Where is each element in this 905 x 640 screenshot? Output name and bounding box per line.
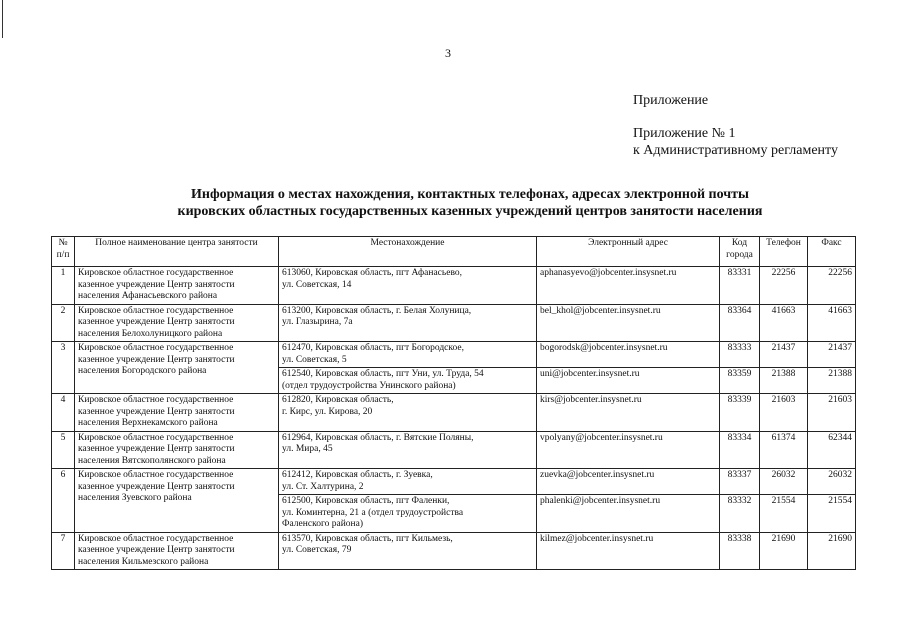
table-row — [52, 394, 856, 432]
center-email: kirs@jobcenter.insysnet.ru — [537, 394, 720, 432]
row-number: 1 — [52, 267, 75, 305]
center-email: bel_khol@jobcenter.insysnet.ru — [537, 304, 720, 342]
phone: 61374 — [760, 431, 808, 469]
city-code: 83334 — [720, 431, 760, 469]
table-row — [52, 469, 856, 495]
fax: 41663 — [808, 304, 856, 342]
page-number: 3 — [445, 46, 451, 60]
center-email: zuevka@jobcenter.insysnet.ru — [537, 469, 720, 495]
city-code: 83331 — [720, 267, 760, 305]
table-header-row — [52, 237, 856, 267]
city-code: 83332 — [720, 495, 760, 533]
center-location: 612412, Кировская область, г. Зуевка, ул. Ст. Халтурина, 2 — [279, 469, 537, 495]
fax: 21388 — [808, 368, 856, 394]
center-location: 612470, Кировская область, пгт Богородское, ул. Советская, 5 — [279, 342, 537, 368]
phone: 22256 — [760, 267, 808, 305]
fax: 62344 — [808, 431, 856, 469]
center-name: Кировское областное государственное казенное учреждение Центр занятости населения Богородского района — [75, 342, 279, 394]
center-email: phalenki@jobcenter.insysnet.ru — [537, 495, 720, 533]
city-code: 83364 — [720, 304, 760, 342]
fax: 21690 — [808, 532, 856, 570]
document-title-line-1: Информация о местах нахождения, контактных телефонах, адресах электронной почты — [191, 187, 749, 202]
header-name: Полное наименование центра занятости — [75, 237, 279, 267]
header-num: № п/п — [52, 237, 75, 267]
header-location: Местонахождение — [279, 237, 537, 267]
row-number: 3 — [52, 342, 75, 394]
header-fax: Факс — [808, 237, 856, 267]
table-row — [52, 532, 856, 570]
phone: 26032 — [760, 469, 808, 495]
center-name: Кировское областное государственное казенное учреждение Центр занятости населения Верхнекамского района — [75, 394, 279, 432]
appendix-number: Приложение № 1 — [633, 126, 736, 141]
center-location: 613570, Кировская область, пгт Кильмезь, ул. Советская, 79 — [279, 532, 537, 570]
appendix-title: Приложение — [633, 93, 709, 108]
document-title-line-2: кировских областных государственных казенных учреждений центров занятости населения — [177, 204, 763, 219]
header-email: Электронный адрес — [537, 237, 720, 267]
center-location: 612820, Кировская область, г. Кирс, ул. Кирова, 20 — [279, 394, 537, 432]
table-row — [52, 342, 856, 368]
table-row — [52, 431, 856, 469]
phone: 21554 — [760, 495, 808, 533]
phone: 21603 — [760, 394, 808, 432]
fax: 21603 — [808, 394, 856, 432]
center-name: Кировское областное государственное казенное учреждение Центр занятости населения Вятскополянского района — [75, 431, 279, 469]
row-number: 5 — [52, 431, 75, 469]
center-email: kilmez@jobcenter.insysnet.ru — [537, 532, 720, 570]
row-number: 4 — [52, 394, 75, 432]
document-title — [120, 186, 820, 220]
employment-centers-table — [51, 236, 856, 570]
center-name: Кировское областное государственное казенное учреждение Центр занятости населения Кильмезского района — [75, 532, 279, 570]
fax: 21437 — [808, 342, 856, 368]
center-email: vpolyany@jobcenter.insysnet.ru — [537, 431, 720, 469]
phone: 21690 — [760, 532, 808, 570]
table-row — [52, 304, 856, 342]
center-location: 612540, Кировская область, пгт Уни, ул. Труда, 54 (отдел трудоустройства Унинского района) — [279, 368, 537, 394]
phone: 21437 — [760, 342, 808, 368]
center-location: 613060, Кировская область, пгт Афанасьево, ул. Советская, 14 — [279, 267, 537, 305]
row-number: 7 — [52, 532, 75, 570]
fax: 21554 — [808, 495, 856, 533]
center-name: Кировское областное государственное казенное учреждение Центр занятости населения Афанасьевского района — [75, 267, 279, 305]
center-name: Кировское областное государственное казенное учреждение Центр занятости населения Зуевского района — [75, 469, 279, 533]
appendix-reference: к Административному регламенту — [633, 143, 838, 158]
city-code: 83359 — [720, 368, 760, 394]
center-email: aphanasyevo@jobcenter.insysnet.ru — [537, 267, 720, 305]
header-city-code: Код города — [720, 237, 760, 267]
fax: 22256 — [808, 267, 856, 305]
phone: 21388 — [760, 368, 808, 394]
city-code: 83339 — [720, 394, 760, 432]
center-email: uni@jobcenter.insysnet.ru — [537, 368, 720, 394]
row-number: 6 — [52, 469, 75, 533]
city-code: 83337 — [720, 469, 760, 495]
center-location: 612500, Кировская область, пгт Фаленки, ул. Коминтерна, 21 а (отдел трудоустройства Фаленского района) — [279, 495, 537, 533]
center-email: bogorodsk@jobcenter.insysnet.ru — [537, 342, 720, 368]
city-code: 83338 — [720, 532, 760, 570]
table-row — [52, 267, 856, 305]
page-edge-line — [2, 0, 3, 38]
fax: 26032 — [808, 469, 856, 495]
center-location: 613200, Кировская область, г. Белая Холуница, ул. Глазырина, 7а — [279, 304, 537, 342]
header-phone: Телефон — [760, 237, 808, 267]
city-code: 83333 — [720, 342, 760, 368]
row-number: 2 — [52, 304, 75, 342]
center-location: 612964, Кировская область, г. Вятские Поляны, ул. Мира, 45 — [279, 431, 537, 469]
phone: 41663 — [760, 304, 808, 342]
center-name: Кировское областное государственное казенное учреждение Центр занятости населения Белохолуницкого района — [75, 304, 279, 342]
